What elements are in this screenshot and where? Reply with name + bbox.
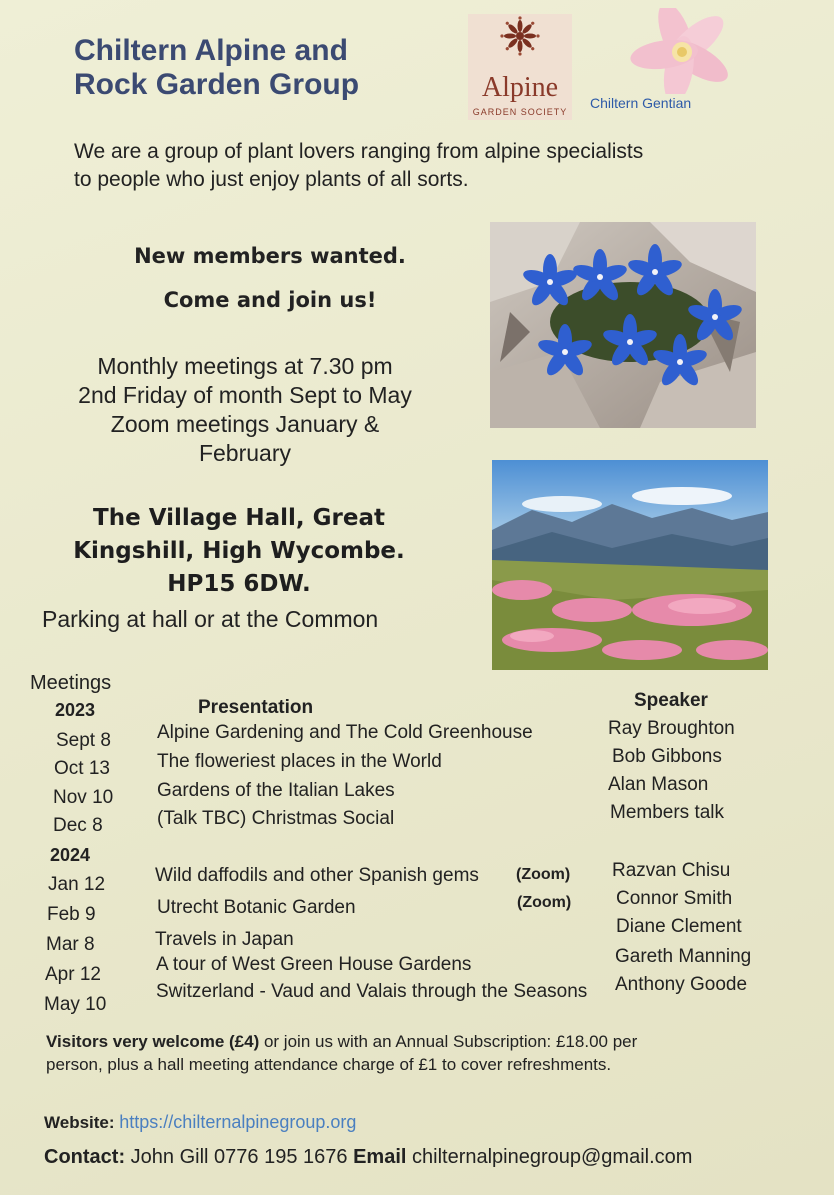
parking-info: Parking at hall or at the Common — [42, 606, 379, 632]
new-members-heading: New members wanted. — [134, 244, 406, 268]
presentation-title: Alpine Gardening and The Cold Greenhouse — [157, 722, 533, 743]
alpine-meadow-photo — [492, 460, 768, 670]
speaker-name: Razvan Chisu — [612, 860, 731, 881]
zoom-tag: (Zoom) — [516, 866, 571, 883]
meetings-label: Meetings — [30, 672, 112, 694]
year-label: 2023 — [55, 700, 96, 720]
intro-line-2: to people who just enjoy plants of all sorts. — [74, 168, 469, 191]
subscription-info-line-2: person, plus a hall meeting attendance charge of £1 to cover refreshments. — [46, 1055, 612, 1074]
meeting-date: Feb 9 — [47, 904, 96, 925]
year-label: 2024 — [50, 845, 91, 865]
email-label: Email — [353, 1146, 407, 1168]
meeting-date: Mar 8 — [46, 934, 95, 955]
presentation-title: Wild daffodils and other Spanish gems — [155, 865, 479, 886]
presentation-title: Switzerland - Vaud and Valais through the Seasons — [156, 981, 588, 1002]
presentation-header: Presentation — [198, 697, 314, 718]
venue-line-2: Kingshill, High Wycombe. — [73, 538, 405, 564]
gentian-label: Chiltern Gentian — [590, 95, 692, 111]
page-title — [74, 34, 454, 102]
gentian-flower-icon — [604, 8, 754, 94]
meeting-date: Jan 12 — [48, 874, 106, 895]
intro-text — [74, 138, 764, 194]
speaker-name: Connor Smith — [616, 888, 733, 909]
meetings-info-line-2: 2nd Friday of month Sept to May — [78, 382, 412, 408]
presentation-title: Travels in Japan — [155, 929, 294, 950]
alpine-garden-society-logo — [468, 14, 572, 120]
contact-label: Contact: — [44, 1146, 126, 1168]
ags-logo-subtitle: GARDEN SOCIETY — [472, 107, 568, 117]
flower-emblem-icon — [468, 14, 572, 74]
venue-line-1: The Village Hall, Great — [93, 505, 385, 531]
title-line-2: Rock Garden Group — [74, 68, 360, 101]
visitors-welcome: Visitors very welcome (£4) — [46, 1032, 260, 1051]
title-line-1: Chiltern Alpine and — [74, 34, 348, 67]
meetings-info-line-1: Monthly meetings at 7.30 pm — [97, 353, 393, 379]
meeting-date: Apr 12 — [45, 964, 101, 985]
visitors-info — [46, 1030, 786, 1076]
meeting-date: Sept 8 — [56, 730, 111, 751]
venue-line-3: HP15 6DW. — [167, 571, 311, 597]
meetings-info-line-4: February — [198, 440, 292, 466]
intro-line-1: We are a group of plant lovers ranging from alpine specialists — [74, 140, 644, 163]
presentation-title: A tour of West Green House Gardens — [156, 954, 472, 975]
speaker-name: Alan Mason — [608, 774, 709, 795]
speaker-name: Diane Clement — [616, 916, 742, 937]
speaker-header: Speaker — [634, 690, 708, 711]
website-link[interactable]: https://chilternalpinegroup.org — [119, 1112, 357, 1132]
meeting-date: May 10 — [44, 994, 107, 1015]
speaker-name: Gareth Manning — [615, 946, 752, 967]
zoom-tag: (Zoom) — [517, 894, 572, 911]
meeting-date: Dec 8 — [53, 815, 103, 836]
meetings-info-line-3: Zoom meetings January & — [110, 411, 380, 437]
speaker-name: Bob Gibbons — [612, 746, 722, 767]
speaker-name: Members talk — [610, 802, 725, 823]
gentian-photo — [490, 222, 756, 428]
speaker-name: Anthony Goode — [615, 974, 748, 995]
presentation-title: Gardens of the Italian Lakes — [157, 780, 395, 801]
email-address[interactable]: chilternalpinegroup@gmail.com — [412, 1146, 693, 1168]
contact-line — [44, 1146, 692, 1169]
speaker-name: Ray Broughton — [608, 718, 735, 739]
presentation-title: The floweriest places in the World — [157, 751, 442, 772]
subscription-info: or join us with an Annual Subscription: £18.00 per — [259, 1032, 638, 1051]
venue-address — [44, 502, 434, 601]
join-us-heading: Come and join us! — [163, 288, 377, 312]
contact-name-phone: John Gill 0776 195 1676 — [130, 1146, 348, 1168]
meetings-info — [40, 352, 450, 468]
website-line — [44, 1112, 356, 1133]
ags-logo-word: Alpine — [481, 72, 559, 103]
presentation-title: Utrecht Botanic Garden — [157, 897, 356, 918]
meeting-date: Nov 10 — [53, 787, 114, 808]
meeting-date: Oct 13 — [54, 758, 110, 779]
website-label: Website: — [44, 1113, 115, 1132]
presentation-title: (Talk TBC) Christmas Social — [157, 808, 395, 829]
